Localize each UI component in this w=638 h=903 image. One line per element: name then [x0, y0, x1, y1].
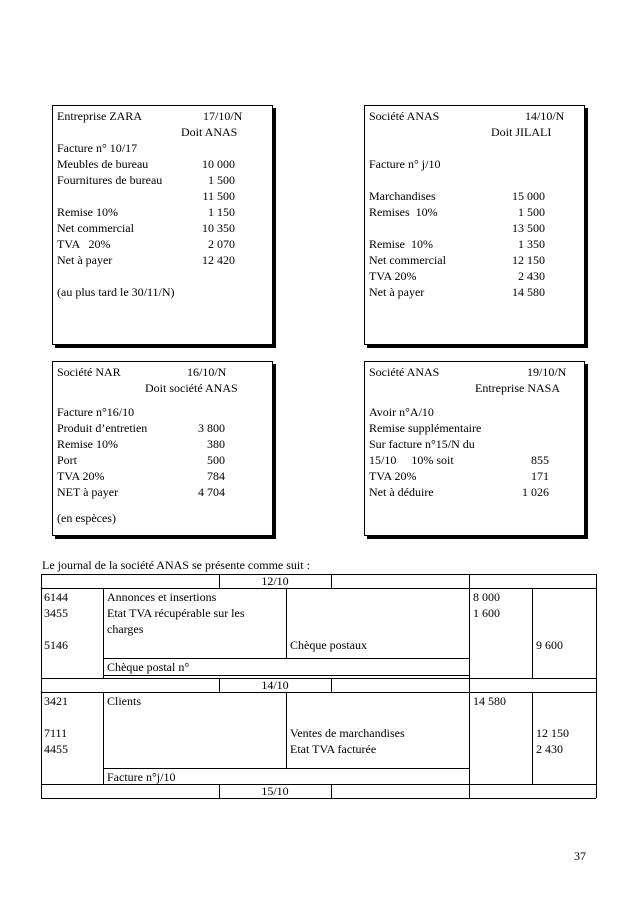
- jilali-row-value: 2 430: [518, 269, 545, 283]
- jilali-row-label: Marchandises: [369, 189, 436, 203]
- credit-note-nasa: [364, 361, 585, 536]
- nar-row-value: 784: [207, 469, 225, 483]
- nar-row-label: Produit d’entretien: [57, 421, 148, 435]
- invoice-jilali: [364, 105, 585, 345]
- zara-row-value: 1 500: [208, 173, 235, 187]
- nar-row-value: 380: [207, 437, 225, 451]
- zara-invoice-no: Facture n° 10/17: [57, 141, 138, 155]
- nasa-row-value: 1 026: [522, 485, 549, 499]
- zara-row-value: 12 420: [202, 253, 235, 267]
- jilali-row-value: 1 350: [518, 237, 545, 251]
- debit-amount: 1 600: [473, 606, 500, 620]
- nar-header-date: 16/10/N: [187, 365, 227, 379]
- account-number: 7111: [44, 726, 68, 740]
- nar-row-label: Port: [57, 453, 78, 467]
- nar-note: (en espèces): [57, 511, 116, 525]
- nar-header-left: Société NAR: [57, 365, 121, 379]
- debit-account-label: Annonces et insertions: [107, 590, 217, 604]
- nasa-row-value: 171: [531, 469, 549, 483]
- jilali-row-label: Remise 10%: [369, 237, 433, 251]
- journal-date: 15/10: [261, 784, 289, 798]
- nasa-header-left: Société ANAS: [369, 365, 440, 379]
- nasa-row-label: TVA 20%: [369, 469, 417, 483]
- zara-row-label: Remise 10%: [57, 205, 118, 219]
- nasa-row-value: 855: [531, 453, 549, 467]
- zara-header-sub: Doit ANAS: [181, 125, 238, 139]
- nar-row-value: 4 704: [198, 485, 225, 499]
- account-number: 3455: [44, 606, 68, 620]
- journal-date: 14/10: [261, 678, 289, 692]
- zara-row-label: TVA 20%: [57, 237, 111, 251]
- debit-amount: 14 580: [473, 694, 506, 708]
- nar-row-label: NET à payer: [57, 485, 119, 499]
- invoice-nar: [52, 361, 273, 536]
- zara-row-value: 1 150: [208, 205, 235, 219]
- debit-account-label: Clients: [107, 694, 142, 708]
- zara-row-value: 11 500: [202, 189, 235, 203]
- jilali-row-value: 15 000: [512, 189, 545, 203]
- nasa-header-sub: Entreprise NASA: [475, 381, 560, 395]
- credit-account-label: Ventes de marchandises: [290, 726, 405, 740]
- nasa-header-date: 19/10/N: [527, 365, 567, 379]
- credit-amount: 2 430: [536, 742, 563, 756]
- jilali-invoice-no: Facture n° j/10: [369, 157, 441, 171]
- zara-row-value: 10 000: [202, 157, 235, 171]
- nar-row-label: Remise 10%: [57, 437, 118, 451]
- journal-date: 12/10: [261, 574, 289, 588]
- nasa-invoice-no: Avoir n°A/10: [369, 405, 434, 419]
- jilali-header-left: Société ANAS: [369, 109, 440, 123]
- credit-amount: 9 600: [536, 638, 563, 652]
- nasa-line2: Remise supplémentaire: [369, 421, 482, 435]
- page-number: 37: [574, 849, 586, 863]
- zara-row-label: Net commercial: [57, 221, 134, 235]
- debit-account-label: charges: [107, 622, 144, 636]
- journal-table: [41, 574, 596, 798]
- jilali-row-label: Remises 10%: [369, 205, 438, 219]
- nasa-line3: Sur facture n°15/N du: [369, 437, 475, 451]
- credit-amount: 12 150: [536, 726, 569, 740]
- zara-row-value: 2 070: [208, 237, 235, 251]
- jilali-row-value: 12 150: [512, 253, 545, 267]
- journal-intro: Le journal de la société ANAS se présente comme suit :: [42, 558, 310, 572]
- zara-row-label: Fournitures de bureau: [57, 173, 163, 187]
- zara-row-label: Net à payer: [57, 253, 113, 267]
- zara-header-date: 17/10/N: [203, 109, 243, 123]
- zara-header-left: Entreprise ZARA: [57, 109, 142, 123]
- jilali-row-label: Net à payer: [369, 285, 425, 299]
- jilali-row-value: 13 500: [512, 221, 545, 235]
- jilali-row-label: TVA 20%: [369, 269, 417, 283]
- nar-header-sub: Doit société ANAS: [145, 381, 238, 395]
- invoice-zara: [52, 105, 273, 345]
- nar-row-label: TVA 20%: [57, 469, 105, 483]
- jilali-row-value: 14 580: [512, 285, 545, 299]
- credit-account-label: Etat TVA facturée: [290, 742, 377, 756]
- account-number: 6144: [44, 590, 68, 604]
- nar-row-value: 500: [207, 453, 225, 467]
- jilali-row-label: Net commercial: [369, 253, 446, 267]
- credit-account-label: Chèque postaux: [290, 638, 367, 652]
- zara-row-value: 10 350: [202, 221, 235, 235]
- debit-amount: 8 000: [473, 590, 500, 604]
- jilali-row-value: 1 500: [518, 205, 545, 219]
- nasa-row-label: Net à déduire: [369, 485, 434, 499]
- debit-account-label: Etat TVA récupérable sur les: [107, 606, 245, 620]
- account-number: 3421: [44, 694, 68, 708]
- nasa-row-label: 15/10 10% soit: [369, 453, 454, 467]
- account-number: 4455: [44, 742, 68, 756]
- entry-reference: Facture n°j/10: [107, 770, 176, 784]
- nar-invoice-no: Facture n°16/10: [57, 405, 135, 419]
- nar-row-value: 3 800: [198, 421, 225, 435]
- account-number: 5146: [44, 638, 68, 652]
- zara-note: (au plus tard le 30/11/N): [57, 285, 175, 299]
- entry-reference: Chèque postal n°: [107, 660, 190, 674]
- jilali-header-date: 14/10/N: [525, 109, 565, 123]
- zara-row-label: Meubles de bureau: [57, 157, 149, 171]
- jilali-header-sub: Doit JILALI: [491, 125, 552, 139]
